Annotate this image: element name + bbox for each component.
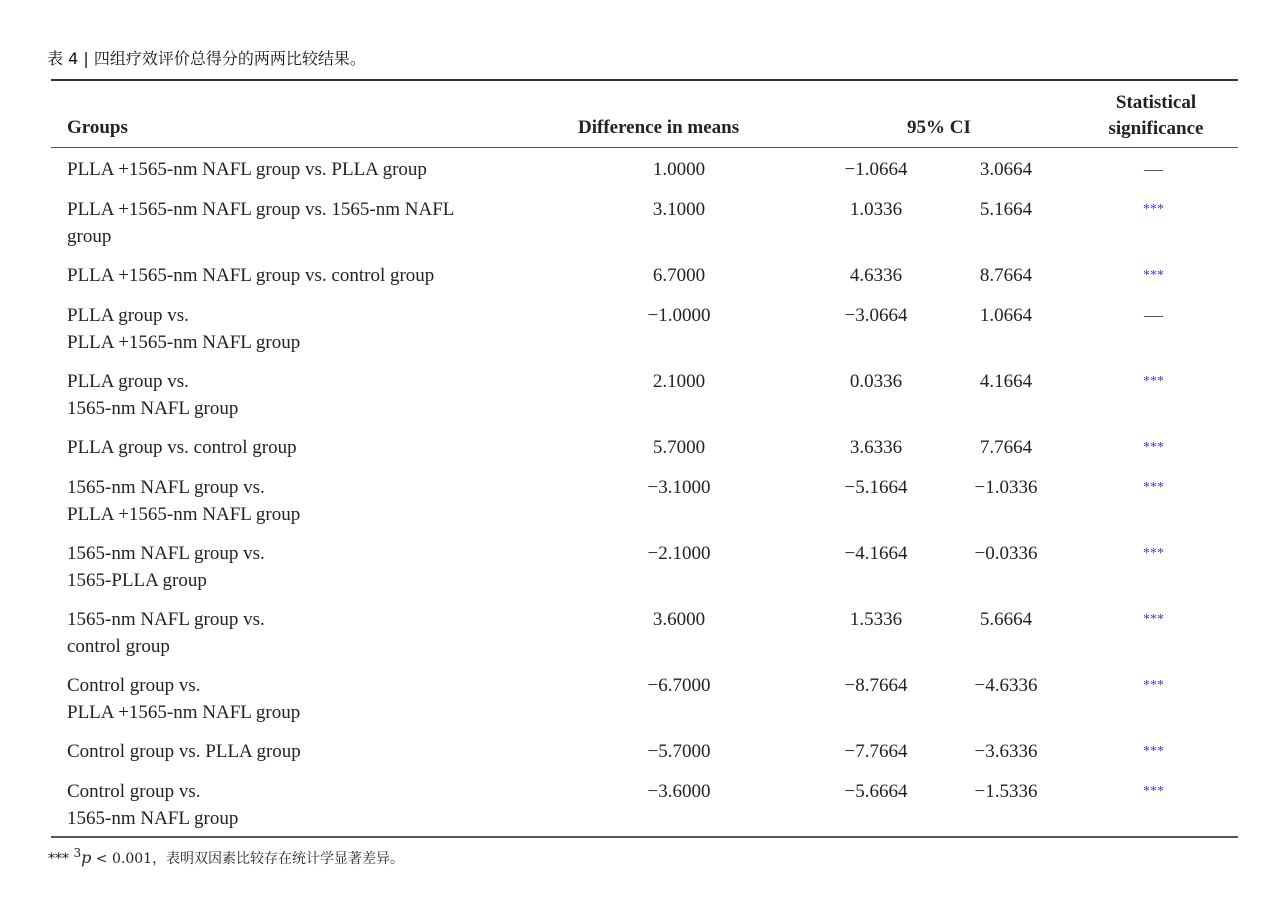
table-caption: 表 4 | 四组疗效评价总得分的两两比较结果。 — [47, 49, 366, 68]
cell-ci-high: 7.7664 — [979, 437, 1033, 458]
cell-ci-low: −7.7664 — [844, 741, 908, 762]
cell-groups — [67, 778, 537, 832]
table-row — [51, 664, 1238, 730]
cell-groups-line2: PLLA +1565-nm NAFL group — [67, 504, 301, 525]
cell-groups — [67, 606, 537, 660]
cell-ci-low: 1.5336 — [849, 609, 903, 630]
table-row — [51, 254, 1238, 294]
cell-ci-low: −8.7664 — [844, 675, 908, 696]
header-groups: Groups — [67, 117, 128, 138]
cell-groups-line1: 1565-nm NAFL group vs. — [67, 477, 265, 498]
cell-ci-high: −3.6336 — [974, 741, 1038, 762]
cell-significance: *** — [1143, 612, 1164, 627]
cell-ci-high: −0.0336 — [974, 543, 1038, 564]
cell-groups-line1: Control group vs. — [67, 675, 201, 696]
cell-groups — [67, 738, 537, 765]
cell-groups — [67, 368, 537, 422]
cell-ci-low: 3.6336 — [849, 437, 903, 458]
cell-significance: *** — [1143, 374, 1164, 389]
table-bottom-rule — [51, 836, 1238, 838]
cell-ci-low: 1.0336 — [849, 199, 903, 220]
table-row — [51, 188, 1238, 254]
cell-groups — [67, 672, 537, 726]
table-row — [51, 598, 1238, 664]
cell-groups-line2: 1565-nm NAFL group — [67, 398, 239, 419]
table-row — [51, 770, 1238, 836]
cell-ci-high: −1.5336 — [974, 781, 1038, 802]
cell-ci-low: −5.6664 — [844, 781, 908, 802]
header-significance-line1: Statistical — [1115, 92, 1197, 113]
cell-ci-low: −1.0664 — [844, 159, 908, 180]
cell-difference: −3.1000 — [647, 477, 711, 498]
cell-groups-line2: group — [67, 226, 112, 247]
cell-difference: 3.6000 — [652, 609, 706, 630]
cell-groups-line2: control group — [67, 636, 170, 657]
cell-groups-line2: 1565-PLLA group — [67, 570, 207, 591]
cell-difference: 2.1000 — [652, 371, 706, 392]
cell-ci-high: −1.0336 — [974, 477, 1038, 498]
table-row — [51, 532, 1238, 598]
cell-significance: *** — [1143, 202, 1164, 217]
cell-groups-line1: PLLA group vs. — [67, 371, 189, 392]
footnote-text: ，表明双因素比较存在统计学显著差异。 — [152, 851, 405, 867]
cell-significance: *** — [1143, 744, 1164, 759]
cell-ci-high: 5.6664 — [979, 609, 1033, 630]
cell-significance: — — [1144, 159, 1163, 180]
table-row — [51, 360, 1238, 426]
cell-groups-line2: PLLA +1565-nm NAFL group — [67, 702, 301, 723]
header-ci: 95% CI — [907, 117, 971, 138]
cell-groups-line2: 1565-nm NAFL group — [67, 808, 239, 829]
cell-groups-line1: Control group vs. — [67, 781, 201, 802]
cell-groups — [67, 156, 537, 183]
comparison-table — [51, 79, 1238, 838]
table-body — [51, 148, 1238, 836]
cell-groups-line1: Control group vs. PLLA group — [67, 741, 301, 762]
cell-ci-high: −4.6336 — [974, 675, 1038, 696]
cell-difference: −6.7000 — [647, 675, 711, 696]
cell-groups-line1: 1565-nm NAFL group vs. — [67, 609, 265, 630]
cell-groups — [67, 262, 537, 289]
header-significance — [1091, 90, 1221, 142]
cell-ci-low: 4.6336 — [849, 265, 903, 286]
cell-groups-line1: PLLA +1565-nm NAFL group vs. 1565-nm NAFL — [67, 199, 455, 220]
cell-ci-low: −4.1664 — [844, 543, 908, 564]
cell-difference: −3.6000 — [647, 781, 711, 802]
cell-difference: −2.1000 — [647, 543, 711, 564]
table-row — [51, 730, 1238, 770]
table-header — [51, 81, 1238, 148]
cell-difference: 1.0000 — [652, 159, 706, 180]
cell-ci-low: 0.0336 — [849, 371, 903, 392]
cell-groups-line1: 1565-nm NAFL group vs. — [67, 543, 265, 564]
cell-significance: *** — [1143, 440, 1164, 455]
table-row — [51, 426, 1238, 466]
table-row — [51, 294, 1238, 360]
cell-significance: *** — [1143, 480, 1164, 495]
cell-groups-line1: PLLA group vs. — [67, 305, 189, 326]
header-difference: Difference in means — [578, 117, 740, 138]
cell-significance: *** — [1143, 784, 1164, 799]
footnote-condition: < 0.001 — [91, 851, 153, 867]
footnote-stars: *** — [48, 851, 69, 867]
table-footnote — [48, 846, 404, 868]
cell-ci-low: −5.1664 — [844, 477, 908, 498]
cell-groups-line1: PLLA group vs. control group — [67, 437, 297, 458]
cell-significance: *** — [1143, 678, 1164, 693]
cell-difference: −1.0000 — [647, 305, 711, 326]
table-row — [51, 148, 1238, 188]
cell-groups — [67, 434, 537, 461]
header-significance-line2: significance — [1108, 118, 1204, 139]
cell-significance: — — [1144, 305, 1163, 326]
cell-difference: −5.7000 — [647, 741, 711, 762]
cell-ci-high: 4.1664 — [979, 371, 1033, 392]
cell-groups-line2: PLLA +1565-nm NAFL group — [67, 332, 301, 353]
cell-groups — [67, 540, 537, 594]
cell-groups — [67, 196, 537, 250]
cell-difference: 5.7000 — [652, 437, 706, 458]
cell-groups — [67, 302, 537, 356]
footnote-superscript: 3 — [73, 846, 82, 860]
cell-groups-line1: PLLA +1565-nm NAFL group vs. control group — [67, 265, 435, 286]
cell-ci-high: 5.1664 — [979, 199, 1033, 220]
cell-significance: *** — [1143, 546, 1164, 561]
cell-significance: *** — [1143, 268, 1164, 283]
cell-ci-high: 3.0664 — [979, 159, 1033, 180]
table-row — [51, 466, 1238, 532]
cell-groups-line1: PLLA +1565-nm NAFL group vs. PLLA group — [67, 159, 427, 180]
cell-ci-low: −3.0664 — [844, 305, 908, 326]
cell-groups — [67, 474, 537, 528]
cell-ci-high: 8.7664 — [979, 265, 1033, 286]
cell-difference: 3.1000 — [652, 199, 706, 220]
cell-ci-high: 1.0664 — [979, 305, 1033, 326]
cell-difference: 6.7000 — [652, 265, 706, 286]
footnote-p: p — [81, 848, 92, 867]
